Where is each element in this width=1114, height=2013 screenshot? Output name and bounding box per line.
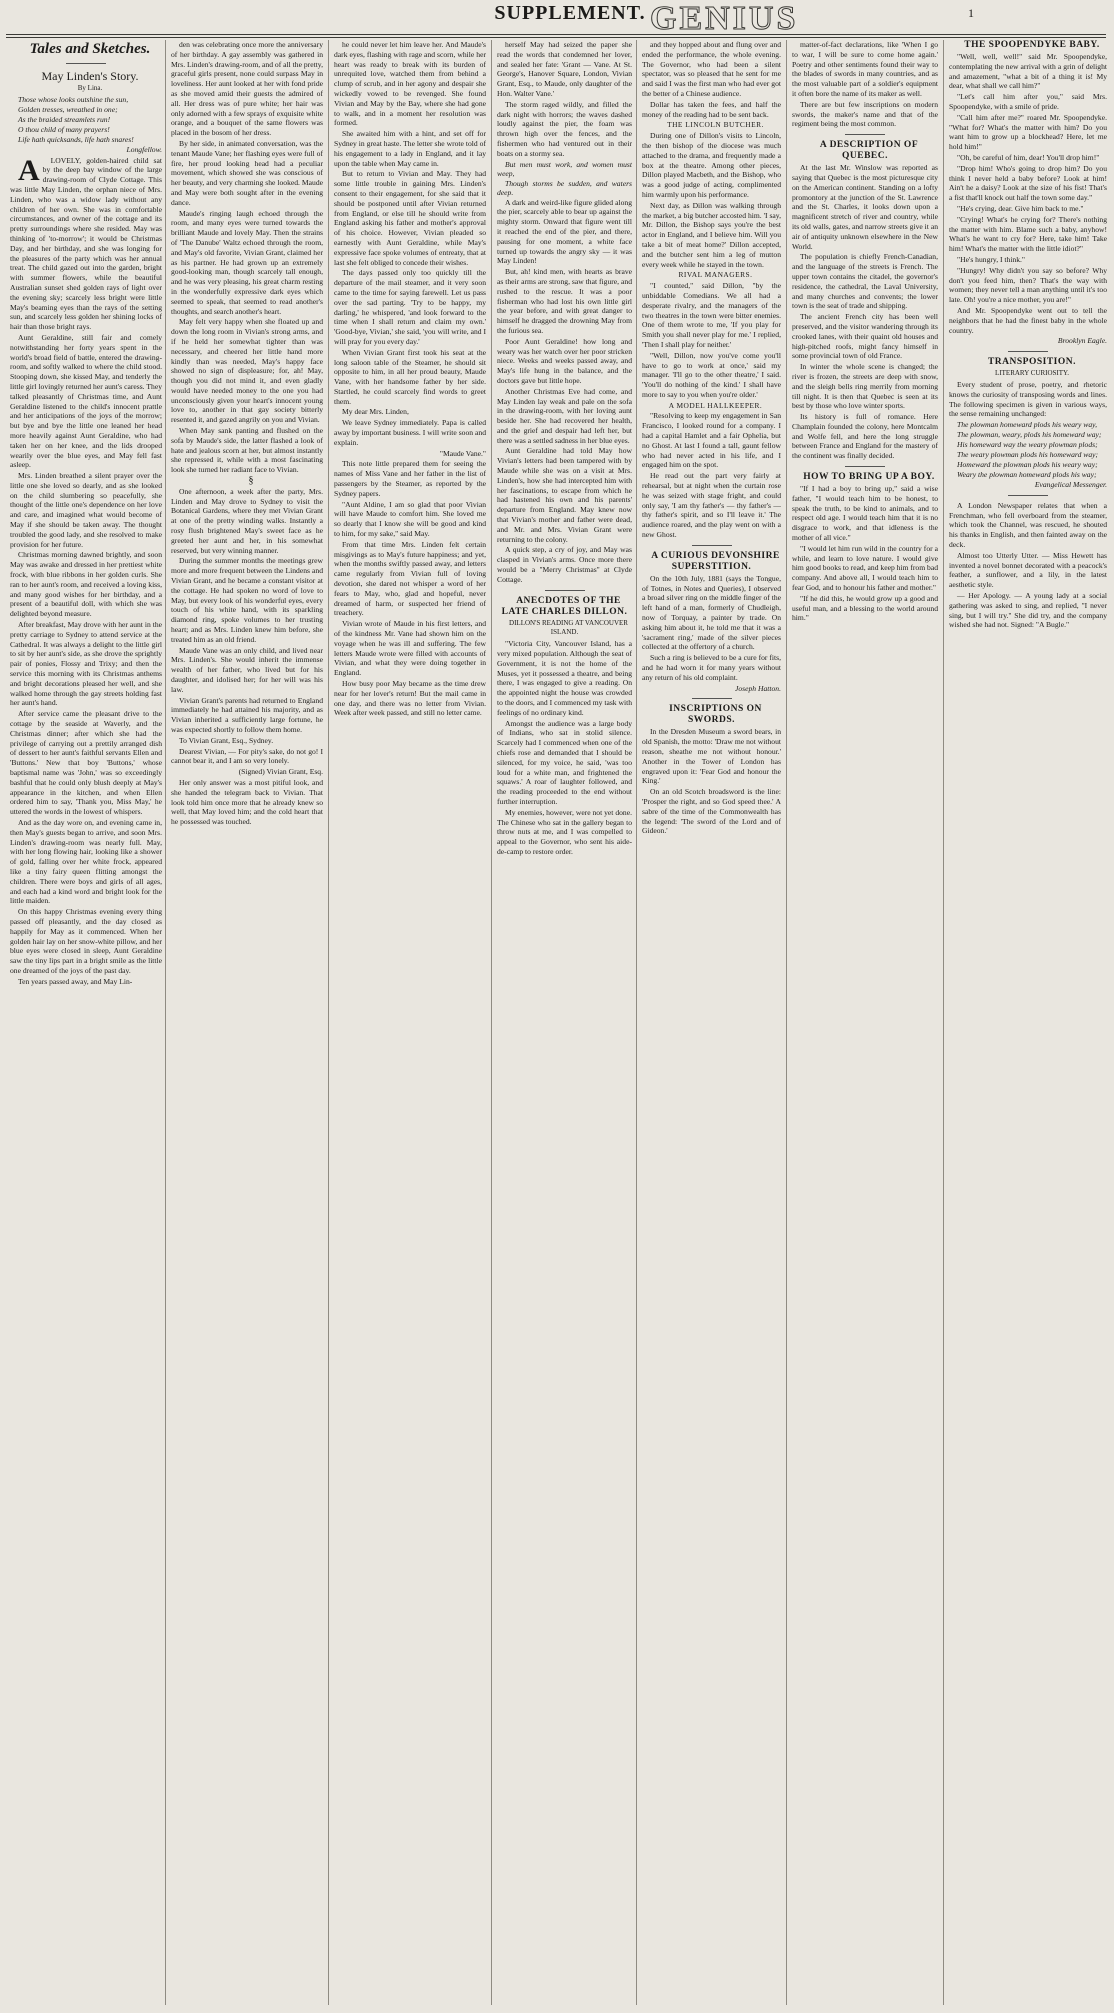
verse-line: The plowman, weary, plods his homeward way;	[957, 430, 1102, 440]
paragraph: "I counted," said Dillon, "by the unbiddable Comedians. We all had a desperate rivalry, and the managers of the two theatres in the town were bitter enemies. One of them wrote to me, 'If you play for Smith you shall never play for me.' I replied, 'Then I shall play for neither.'	[642, 281, 781, 349]
divider	[692, 545, 732, 546]
article-heading: TRANSPOSITION.	[987, 357, 1077, 368]
verse-line: But men must work, and women must weep,	[497, 159, 632, 178]
verse-line: Golden tresses, wreathed in one;	[18, 104, 118, 114]
paragraph: And as the day wore on, and evening came in, then May's guests began to arrive, and soon Mrs. Linden's drawing-room was nearly full. May, with her long flowing hair, looking like a shower of gold, falling over her white frock, appeared like a tiny fairy queen flitting amongst the children. There were boys and girls of all ages, and each had a kind word and bright look for the little maiden.	[10, 817, 162, 906]
letter-body: We leave Sydney immediately. Papa is called away by important business. I will write soon and explain.	[334, 418, 486, 447]
paragraph: At the last Mr. Winslow was reported as saying that Quebec is the most picturesque city on the American continent. Standing on a lofty promontory at the junction of the St. Lawrence and the St. Charles, it looks down upon a magnificent stretch of river and country, while its old walls, gates, and narrow streets give it an air of antiquity unknown elsewhere in the New World.	[792, 163, 938, 251]
column-rule	[328, 40, 329, 2005]
paragraph: She awaited him with a hint, and set off for Sydney in great haste. The letter she wrote told of his engagement to a lady in England, and it lay upon the table when May came in.	[334, 129, 486, 168]
column-6	[792, 40, 938, 2005]
paragraph: After breakfast, May drove with her aunt in the pretty carriage to Sydney to attend service at the Cathedral. It was always a delight to the little girl to sit by her aunt's side, as she drove the sprightly pair of ponies, Flossy and Trixy; and then the service this morning with its Christmas anthems and bright decorations pleased her well, and she walked home through the gay streets holding fast her aunt's hand.	[10, 620, 162, 708]
paragraph: "If I had a boy to bring up," said a wise father, "I would teach him to be honest, to speak the truth, to be kind to animals, and to respect old age. I would teach him that it is no disgrace to work, and that idleness is the mother of all vice."	[792, 484, 938, 543]
column-rule	[786, 40, 787, 2005]
divider	[545, 590, 585, 591]
paragraph: Christmas morning dawned brightly, and soon May was awake and dressed in her prettiest white frock, with blue ribbons in her golden curls. She ran to her aunt's room, and received a loving kiss, and many good wishes for her birthday, and a present of a beautiful doll, with which she was delighted beyond measure.	[10, 550, 162, 619]
paragraph: den was celebrating once more the anniversary of her birthday. A gay assembly was gathered in Mrs. Linden's drawing-room, and of all the pretty, graceful girls present, none could surpass May in loveliness. Her aunt looked at her with fond pride as she moved amid their guests the admired of all. Her dress was of pure white; her hair was only adorned with a few sprays of exquisite white orange, and a bouquet of the same flowers was placed in the bosom of her dress.	[171, 40, 323, 138]
paragraph: On this happy Christmas evening every thing passed off pleasantly, and the day closed as happily for May as it commenced. When her golden hair lay on her snow-white pillow, and her blue eyes were closed in sleep, Aunt Geraldine saw the tiny lips part in a bright smile as the little one dreamed of the joys of the past day.	[10, 907, 162, 975]
divider	[1008, 495, 1048, 496]
paragraph: "Crying! What's he crying for? There's nothing the matter with him. Blame such a baby, anyhow! What's he want to cry for? Here, take him! Take him! What's the matter with the little idiot?"	[949, 214, 1107, 254]
article-source: Evangelical Messenger.	[1034, 480, 1107, 490]
article-source: Brooklyn Eagle.	[1057, 336, 1107, 346]
paragraph: "Oh, be careful of him, dear! You'll drop him!"	[957, 152, 1100, 162]
paragraph: During the summer months the meetings grew more and more frequent between the Lindens and Vivian Grant, and he became a constant visitor at the cottage. He had spoken no word of love to May, but every look of his wonderful eyes, every touch of his white hand, with its sparkling diamond ring, spoke volumes to her trusting heart; and as Mrs. Linden knew him before, she treated him as an old friend.	[171, 556, 323, 644]
verse-line: Life hath quicksands, life hath snares!	[18, 134, 134, 144]
paragraph: May felt very happy when she floated up and down the long room in Vivian's strong arms, and if he held her somewhat tighter than was necessary, and cheered her little hand more kindly than was needed, May's happy face showed no sign of displeasure; for, ah! May, though you did not mind it, and even gladly would have needed money to the one you had unconsciously given your heart's innocent young love to, another in that gay society bitterly resented it, and gazed angrily on you and Vivian.	[171, 317, 323, 425]
column-4	[497, 40, 632, 2005]
paragraph: There are but few inscriptions on modern swords, the maker's name and that of the regiment being the most common.	[792, 99, 938, 129]
paragraph: Maude's ringing laugh echoed through the room, and many eyes were turned towards the brilliant Maude and lovely May. Then the strains of 'The Danube' Waltz echoed through the room, and May's old favorite, Vivian Grant, claimed her as his partner. He had grown up an extremely good-looking man, though scarcely tall enough, and he was very pleasing, his great charm resting in the wonderfully expressive dark eyes which seemed to speak, that seemed to read another's thoughts, and search another's heart.	[171, 208, 323, 316]
supplement-title: SUPPLEMENT.	[494, 2, 646, 24]
paragraph: "Well, Dillon, now you've come you'll have to go to work at once,' said my manager. 'I'll go to the other theatre,' I said. 'You'll do nothing of the kind.' I shall have more to say to you when you're older.'	[642, 350, 781, 399]
paragraph: "He's crying, dear. Give him back to me."	[957, 203, 1084, 213]
paragraph: The ancient French city has been well preserved, and the visitor wandering through its crooked lanes, with their quaint old houses and high-pitched roofs, might fancy himself in some provincial town of old France.	[792, 312, 938, 361]
verse-line: The plowman homeward plods his weary way,	[957, 420, 1097, 430]
column-rule	[165, 40, 166, 2005]
section-heading: THE LINCOLN BUTCHER.	[667, 120, 764, 130]
letter-signature: "Maude Vane."	[439, 448, 486, 458]
paragraph: Such a ring is believed to be a cure for fits, and he had worn it for many years without any return of his old complaint.	[642, 653, 781, 682]
verse-line: Those whose looks outshine the sun,	[18, 94, 129, 104]
paragraph: "Victoria City, Vancouver Island, has a very mixed population. Although the seat of Government, it is not the home of the Muses, yet it possessed a theatre, and being there, I was engaged to give a reading. On the appointed night the house was crowded to the doors, and I commenced my task with feelings of no ordinary kind.	[497, 639, 632, 717]
paragraph: My enemies, however, were not yet done. The Chinese who sat in the gallery began to throw nuts at me, and I was compelled to appeal to the Governor, who sent his aide-de-camp to restore order.	[497, 807, 632, 856]
verse-attribution: Longfellow.	[126, 144, 162, 154]
divider	[845, 134, 885, 135]
column-rule	[636, 40, 637, 2005]
paragraph: "Call him after me?" roared Mr. Spoopendyke. "What for? What's the matter with him? Do you want him to grow up a blockhead? Here, let me hold him!"	[949, 112, 1107, 152]
paragraph: But to return to Vivian and May. They had some little trouble in gaining Mrs. Linden's consent to their engagement, for she said that it should be postponed until after Vivian returned from England, or else till he should write from England asking his father and mother's approval of his choice. However, Vivian pleaded so earnestly with Aunt Geraldine, while May's expressive face spoke volumes of entreaty, that at last she felt obliged to concede their wishes.	[334, 169, 486, 267]
article-source: Joseph Hatton.	[735, 683, 781, 693]
paragraph: The population is chiefly French-Canadian, and the language of the streets is French. The upper town contains the citadel, the governor's residence, the cathedral, the Laval University, and many churches and convents; the lower town is the seat of trade and shipping.	[792, 252, 938, 311]
paragraph: When Vivian Grant first took his seat at the long saloon table of the Steamer, he should sit opposite to him, in all her proud beauty, Maude Vane, with her handsome father by her side. Startled, he could scarcely find words to greet them.	[334, 347, 486, 406]
paragraph: Amongst the audience was a large body of Indians, who sat in stolid silence. Scarcely had I commenced when one of the chiefs rose and demanded that I should be silenced, for my voice, he said, 'was too loud for a white man, and frightened the squaws.' A roar of laughter followed, and the reading proceeded to the end without further interruption.	[497, 718, 632, 806]
article-heading: THE SPOOPENDYKE BABY.	[964, 40, 1100, 50]
paragraph: he could never let him leave her. And Maude's dark eyes, flashing with rage and scorn, while her heart was ready to break with its burden of unrequited love, watched them from behind a clump of scrub, and in her agony and despair she wickedly vowed to be revenged. She found Vivian and May by the Bay, where she had gone to walk, and in a moment her resolution was formed.	[334, 40, 486, 128]
letter-signature: (Signed) Vivian Grant, Esq.	[238, 767, 323, 777]
paragraph: A London Newspaper relates that when a Frenchman, who fell overboard from the steamer, which took the Channel, was rescued, he shouted his thanks in English, and then fainted away on the deck.	[949, 500, 1107, 550]
paragraph: The days passed only too quickly till the departure of the mail steamer, and it very soon came to the time for saying farewell. Let us pass over the sad parting. 'Try to be happy, my darling,' he whispered, 'and look forward to the time when I shall return and claim my own.' 'Good-bye, Vivian,' she said, 'you will write, and I will pray for you every day.'	[334, 268, 486, 346]
masthead	[0, 0, 1114, 36]
letter-heading: To Vivian Grant, Esq., Sydney.	[179, 735, 274, 745]
paragraph: He read out the part very fairly at rehearsal, but at night when the curtain rose he was seized with stage fright, and could only say, 'I am thy father's — thy father's — thy father's spirit, and so I'll leave it.' The audience roared, and the play went on with a new Ghost.	[642, 471, 781, 540]
paragraph: In the Dresden Museum a sword bears, in old Spanish, the motto: 'Draw me not without reason, sheathe me not without honour.' Another in the Tower of London has engraved upon it: 'Fear God and honour the King.'	[642, 727, 781, 786]
verse-line: Homeward the plowman plods his weary way;	[957, 460, 1098, 470]
verse-line: The weary plowman plods his homeward way;	[957, 450, 1099, 460]
paragraph: "Drop him! Who's going to drop him? Do you think I never held a baby before? Look at him! Ain't he a daisy? Look at the size of his fist! That's a fist that'll knock out half the town some day."	[949, 163, 1107, 203]
paragraph: One afternoon, a week after the party, Mrs. Linden and May drove to Sydney to visit the Botanical Gardens, where they met Vivian Grant at one of the pretty winding walks. Instantly a rosy flush brightened May's sweet face as he greeted her aunt and her, in his somewhat reserved, but very winning manner.	[171, 486, 323, 555]
paragraph: Her only answer was a most pitiful look, and she handed the telegram back to Vivian. That look told him once more that he already knew so well, that May loved him; and the cold heart that he possessed was touched.	[171, 777, 323, 827]
paragraph: "Well, well, well!" said Mr. Spoopendyke, contemplating the new arrival with a grin of delight and amazement, "what a bit of a thing it is! My dear, what shall we call him?"	[949, 52, 1107, 91]
paragraph: Next day, as Dillon was walking through the market, a big butcher accosted him. 'I say, Mr. Dillon, the Bishop says you're the best actor in England, and I believe him. Will you take a bit of meat home?' Dillon accepted, and the butcher sent him a leg of mutton every week while he stayed in the town.	[642, 200, 781, 269]
paragraph-text: LOVELY, golden-haired child sat by the deep bay window of the large drawing-room of Clyde Cottage. This was little May Linden, the orphan niece of Mrs. Linden, who was a widow lady without any children of her own. She was in comfortable circumstances, and owner of the cottage and its pretty surroundings where she resided. May was thinking of 'to-morrow'; it would be Christmas Day, and her birthday, and she was longing for the pleasures of the party which was her annual treat. The child gazed out into the garden, bright with summer flowers, while the beautiful Australian sunset shed golden rays of light over the evening sky; scarcely less bright were little May's beaming eyes than the rays of the setting sun, and scarcely less golden her shining locks of hair than those bright rays.	[10, 155, 162, 332]
verse-line: Though storms be sudden, and waters deep.	[497, 178, 632, 197]
column-1	[10, 40, 162, 2005]
paragraph: "Let's call him after you," said Mrs. Spoopendyke, with a smile of pride.	[949, 92, 1107, 111]
divider	[845, 466, 885, 467]
paragraph: On the 10th July, 1881 (says the Tongue, of Totnes, in Notes and Queries), I observed a broad silver ring on the middle finger of the left hand of a man, formerly of Chudleigh, now of Torquay, a painter by trade. On asking him about it, he told me that it was a 'sacrament ring,' made of the silver pieces collected at the offertory of a church.	[642, 573, 781, 652]
paragraph: herself May had seized the paper she read the words that condemned her lover, and sealed her fate: 'Grant — Vane. At St. George's, Hanover Square, London, Vivian Grant, Esq., to Maude, only daughter of the Hon. Walter Vane.'	[497, 40, 632, 98]
paragraph: By her side, in animated conversation, was the tenant Maude Vane; her flashing eyes were full of fire, her proud looking head had a peculiar movement, which showed she was conscious of her beauty, and very charming she looked. Maude and May were both sought after in the evening dance.	[171, 138, 323, 207]
paragraph: On an old Scotch broadsword is the line: 'Prosper the right, and so God speed thee.' A sabre of the time of the Commonwealth has the legend: 'The sword of the Lord and of Gideon.'	[642, 787, 781, 836]
paragraph: "Hungry! Why didn't you say so before? Why don't you feed him, then? That's the way with women; they never tell a man anything until it's too late. Oh! you're a nice mother, you are!"	[949, 265, 1107, 305]
letter-body: Dearest Vivian, — For pity's sake, do not go! I cannot bear it, and I am so very lonely.	[171, 746, 323, 766]
paragraph: Aunt Geraldine had told May how Vivian's letters had been tampered with by Maude while she was on a visit at Mrs. Linden's, how she had intercepted him with her fascinations, to escape from which he had hastened his own and his parents' departure from England. May knew now that Vivian's mother and father were dead, and Mr. and Mrs. Vivian Grant were returning to the colony.	[497, 446, 632, 544]
paragraph: After service came the pleasant drive to the cottage by the seaside at Waverly, and the Christmas dinner; after which she had the privilege of carrying out a prettily arranged dish of dessert to her aunt's faithful servants Ellen and 'Buttons.' New that boy 'Buttons,' whose baptismal name was 'John,' was so exceedingly bashful that he could only blush deeply at May's appearance in the kitchen, and when Ellen ordered him to say, 'Thank you, Miss May,' he uttered the words in the lowest of whispers.	[10, 709, 162, 817]
byline: By Lina.	[77, 84, 103, 92]
section-heading: A MODEL HALLKEEPER.	[668, 400, 763, 410]
letter-heading: My dear Mrs. Linden,	[342, 407, 409, 417]
paragraph: "Aunt Aldine, I am so glad that poor Vivian will have Maude to comfort him. She loved me so dearly that I know she will be good and kind to him, for my sake," said May.	[334, 499, 486, 539]
paragraph: How busy poor May became as the time drew near for her lover's return! But the mail came in one day, and there was no letter from Vivian. Week after week passed, and still no letter came.	[334, 679, 486, 718]
page-number: 1	[968, 6, 974, 20]
paragraph: A dark and weird-like figure glided along the pier, scarcely able to bear up against the mighty storm. Onward that figure went till it reached the end of the pier, and there, pausing for one moment, a white face turned up towards the angry sky — it was May Linden!	[497, 197, 632, 266]
divider	[692, 698, 732, 699]
article-heading: A CURIOUS DEVONSHIRE SUPERSTITION.	[651, 550, 780, 572]
paragraph: Poor Aunt Geraldine! how long and weary was her watch over her poor stricken niece. Weeks and weeks passed away, and May's life hung in the balance, and the doctors gave but little hope.	[497, 336, 632, 385]
divider	[1008, 351, 1048, 352]
divider	[66, 63, 106, 64]
masthead-rule	[6, 34, 1106, 35]
paragraph: Almost too Utterly Utter. — Miss Hewett has invented a novel bonnet decorated with a peacock's feather, a sunflower, and a lily, in the latest aesthetic style.	[949, 550, 1107, 590]
verse-line: As the braided streamlets run!	[18, 114, 111, 124]
article-heading: HOW TO BRING UP A BOY.	[803, 472, 935, 483]
drop-cap: A	[18, 153, 40, 187]
paragraph: Vivian wrote of Maude in his first letters, and of the kindness Mr. Vane had shown him on the voyage when he was ill and suffering. The few letters Maude wrote were filled with accounts of Vivian, and what they were doing together in England.	[334, 619, 486, 678]
paragraph: Mrs. Linden breathed a silent prayer over the little one she loved so dearly, and as she looked on the child slumbering so peacefully, she thought of the little one's dependence on her love and care, and imagined what would become of May if she should be taken away. The thought troubled the good lady, and she resolved to make provision for her future.	[10, 471, 162, 549]
paragraph: During one of Dillon's visits to Lincoln, the then bishop of the diocese was much attached to the drama, and frequently made a box at the theatre. Among other pieces, Dillon played Macbeth, and the Bishop, who was a good judge of acting, complimented him warmly upon his performance.	[642, 131, 781, 199]
column-rule	[943, 40, 944, 2005]
article-heading: A DESCRIPTION OF QUEBEC.	[819, 140, 919, 162]
paragraph: — Her Apology. — A young lady at a social gathering was asked to sing, and replied, "I never sing, but I will try." She did try, and the company wished she had not. Signed: "A Bugle."	[949, 591, 1107, 630]
story-title: May Linden's Story.	[41, 69, 139, 83]
paragraph: But, ah! kind men, with hearts as brave as their arms are strong, saw that figure, and rushed to the rescue. It was a poor fisherman who had lost his own little girl the year before, and with great danger to himself he dragged the drowning May from the furious sea.	[497, 267, 632, 335]
department-heading: Tales and Sketches.	[29, 41, 151, 57]
verse-line: Weary the plowman homeward plods his way;	[957, 470, 1097, 480]
paragraph: Its history is full of romance. Here Champlain founded the colony, here Montcalm and Wolfe fell, and here the long struggle between France and England for the mastery of the continent was finally decided.	[792, 412, 938, 461]
column-3	[334, 40, 486, 2005]
paragraph: Every student of prose, poetry, and rhetoric knows the curiosity of transposing words and lines. The following specimen is given in various ways, the sense remaining unchanged:	[949, 379, 1107, 419]
article-subheading: DILLON'S READING AT VANCOUVER ISLAND.	[509, 618, 628, 637]
paragraph: In winter the whole scene is changed; the river is frozen, the streets are deep with snow, and the sleigh bells ring merrily from morning till night. It is then that Quebec is seen at its best by those who love winter sports.	[792, 362, 938, 411]
paragraph: and they hopped about and flung over and ended the performance, the whole evening. The Governor, who had been a silent spectator, was so pleased that he sent for me and said I was the first man who had ever got the better of a Chinese audience.	[642, 40, 781, 98]
paragraph: Dollar has taken the fees, and half the money of the reading had to be sent back.	[642, 99, 781, 119]
paragraph: A quick step, a cry of joy, and May was clasped in Vivian's arms. Once more there would be a "Merry Christmas" at Clyde Cottage.	[497, 545, 632, 584]
paragraph: "I would let him run wild in the country for a while, and learn to love nature. I would give him good books to read, and keep him from bad company. And above all, I would teach him to fear God, and to honour his father and mother."	[792, 543, 938, 593]
paragraph: "If he did this, he would grow up a good and useful man, and a blessing to the world around him."	[792, 593, 938, 623]
paragraph	[10, 153, 162, 332]
nameplate-logo: GENIUS	[650, 0, 799, 34]
paragraph: Maude Vane was an only child, and lived near Mrs. Linden's. She would inherit the immense wealth of her father, who lived but for his daughter, and idolised her; for her will was his law.	[171, 645, 323, 694]
article-heading: ANECDOTES OF THE LATE CHARLES DILLON.	[501, 595, 628, 617]
column-rule	[491, 40, 492, 2005]
paragraph: matter-of-fact declarations, like 'When I go to war, I will be sure to come home again.' Poetry and other sentiments found their way to the blades of swords in many countries, and as the most valuable part of a soldier's equipment it often bore the name of its maker as well.	[792, 40, 938, 98]
column-5	[642, 40, 781, 2005]
paragraph: "Resolving to keep my engagement in San Francisco, I looked round for a company. I had a capital Hamlet and a fair Ophelia, but no Ghost. At last I found a tall, gaunt fellow who had never acted in his life, and I engaged him on the spot.	[642, 411, 781, 470]
verse-line: His homeward way the weary plowman plods;	[957, 440, 1098, 450]
paragraph: Aunt Geraldine, still fair and comely notwithstanding her forty years spent in the world's broad field of battle, entered the drawing-room, and softly walked to where the child stood. Stooping down, she kissed May, and tenderly the little girl lovingly returned her aunt's caress. They talked pleasantly of Christmas time, and Aunt Geraldine listened to the child's innocent prattle and her anticipations of the joys of the morrow; but bye and bye the little one leaned her head more heavily against Aunt Geraldine, who had taken her on her knee, and the lids drooped wearily over the blue eyes, and May fell fast asleep.	[10, 332, 162, 470]
masthead-rule-double	[6, 37, 1106, 38]
paragraph: Ten years passed away, and May Lin-	[18, 976, 133, 986]
article-heading: INSCRIPTIONS ON SWORDS.	[669, 704, 762, 726]
paragraph: Another Christmas Eve had come, and May Linden lay weak and pale on the sofa in the drawing-room, with her loving aunt beside her. She had recovered her health, and the grief and despair had left her, but there was a settled sadness in her blue eyes.	[497, 386, 632, 445]
paragraph: When May sank panting and flushed on the sofa by Maude's side, the latter flashed a look of hate and jealous scorn at her, but almost instantly she repressed it, while with a most fascinating look she turned her radiant face to Vivian.	[171, 426, 323, 475]
section-heading: RIVAL MANAGERS.	[678, 270, 753, 280]
paragraph: Vivian Grant's parents had returned to England immediately he had attained his majority, and as Vivian inherited a sufficiently large fortune, he was expected shortly to follow them home.	[171, 695, 323, 734]
paragraph: And Mr. Spoopendyke went out to tell the neighbors that he had the finest baby in the whole country.	[949, 305, 1107, 335]
column-7	[949, 40, 1107, 2005]
paragraph: The storm raged wildly, and filled the dark night with horrors; the waves dashed loudly against the pier, the foam was thrown high over the fences, and the fishermen who had ventured out in their boats on a stormy sea.	[497, 99, 632, 158]
verse-line: O thou child of many prayers!	[18, 124, 110, 134]
paragraph: "He's hungry, I think."	[957, 254, 1026, 264]
article-subheading: LITERARY CURIOSITY.	[995, 369, 1069, 378]
paragraph: From that time Mrs. Linden felt certain misgivings as to May's future happiness; and yet, when the months swiftly passed away, and letters came regularly from Vivian full of loving devotion, she dared not whisper a word of her fears to May, who, glad and hopeful, never dreamed of harm, or suspected her friend of treachery.	[334, 539, 486, 618]
column-2	[171, 40, 323, 2005]
paragraph: This note little prepared them for seeing the names of Miss Vane and her father in the list of passengers by the Steamer, as reported by the Sydney papers.	[334, 459, 486, 498]
section-break-ornament: §	[248, 475, 254, 487]
